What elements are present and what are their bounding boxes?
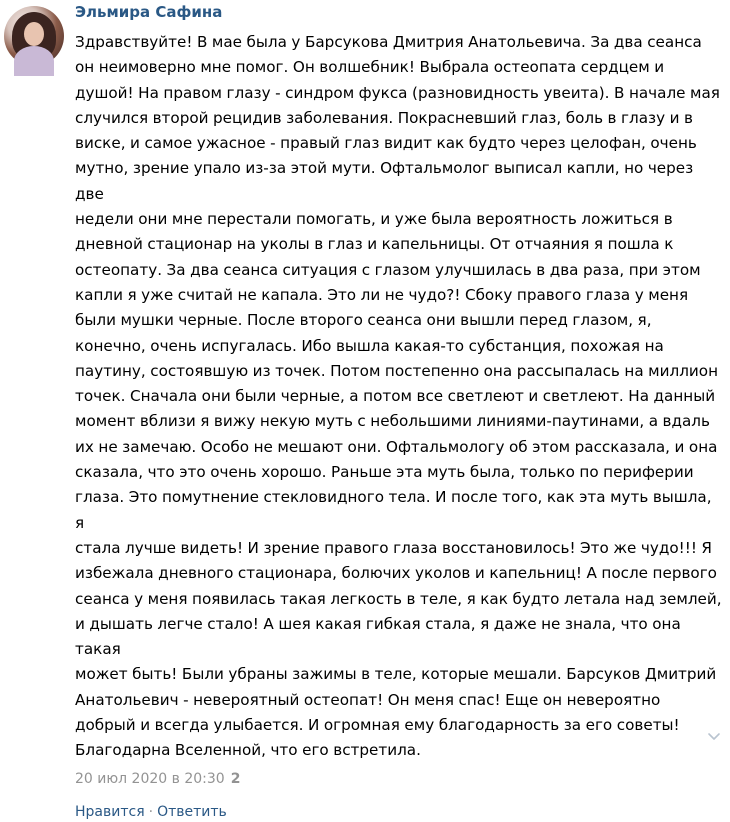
avatar-face xyxy=(24,22,44,46)
author-name[interactable]: Эльмира Сафина xyxy=(75,3,223,21)
action-separator: · xyxy=(148,803,154,820)
comment-meta xyxy=(75,769,725,789)
likes-count: 2 xyxy=(230,770,241,787)
avatar[interactable] xyxy=(4,6,64,66)
comment-body xyxy=(75,0,725,822)
reply-button[interactable]: Ответить xyxy=(157,803,227,820)
chevron-down-icon[interactable] xyxy=(706,728,722,744)
comment-text: Здравствуйте! В мае была у Барсукова Дмитрия Анатольевича. За два сеанса он неимоверно мне помог. Он волшебник! Выбрала остеопата сердцем и душой! На правом глазу - синдром фукса (разновидность увеита). В начале мая случился второй рецидив заболевания. Покрасневший глаз, боль в глазу и в виске, и самое ужасное - правый глаз видит как будто через целофан, очень мутно, зрение упало из-за этой мути. Офтальмолог выписал капли, но через две недели они мне перестали помогать, и уже была вероятность ложиться в дневной стационар на уколы в глаз и капельницы. От отчаяния я пошла к остеопату. За два сеанса ситуация с глазом улучшилась в два раза, при этом капли я уже считай не капала. Это ли не чудо?! Сбоку правого глаза у меня были мушки черные. После второго сеанса они вышли перед глазом, я, конечно, очень испугалась. Ибо вышла какая-то субстанция, похожая на паутину, состоявшую из точек. Потом постепенно она рассыпалась на миллион точек. Сначала они были черные, а потом все светлеют и светлеют. На данный момент вблизи я вижу некую муть с небольшими линиями-паутинами, а вдаль их не замечаю. Особо не мешают они. Офтальмологу об этом рассказала, и она сказала, что это очень хорошо. Раньше эта муть была, только по периферии глаза. Это помутнение стекловидного тела. И после того, как эта муть вышла, я стала лучше видеть! И зрение правого глаза восстановилось! Это же чудо!!! Я избежала дневного стационара, болючих уколов и капельниц! А после первого сеанса у меня появилась такая легкость в теле, я как будто летала над землей, и дышать легче стало! А шея какая гибкая стала, я даже не знала, что она такая может быть! Были убраны зажимы в теле, которые мешали. Барсуков Дмитрий Анатольевич - невероятный остеопат! Он меня спас! Еще он невероятно добрый и всегда улыбается. И огромная ему благодарность за его советы! Благодарна Вселенной, что его встретила. xyxy=(75,33,722,760)
like-button[interactable]: Нравится xyxy=(75,803,145,820)
comment-date[interactable]: 20 июл 2020 в 20:30 xyxy=(75,770,225,787)
avatar-dress xyxy=(14,46,54,76)
comment-actions xyxy=(75,802,725,822)
